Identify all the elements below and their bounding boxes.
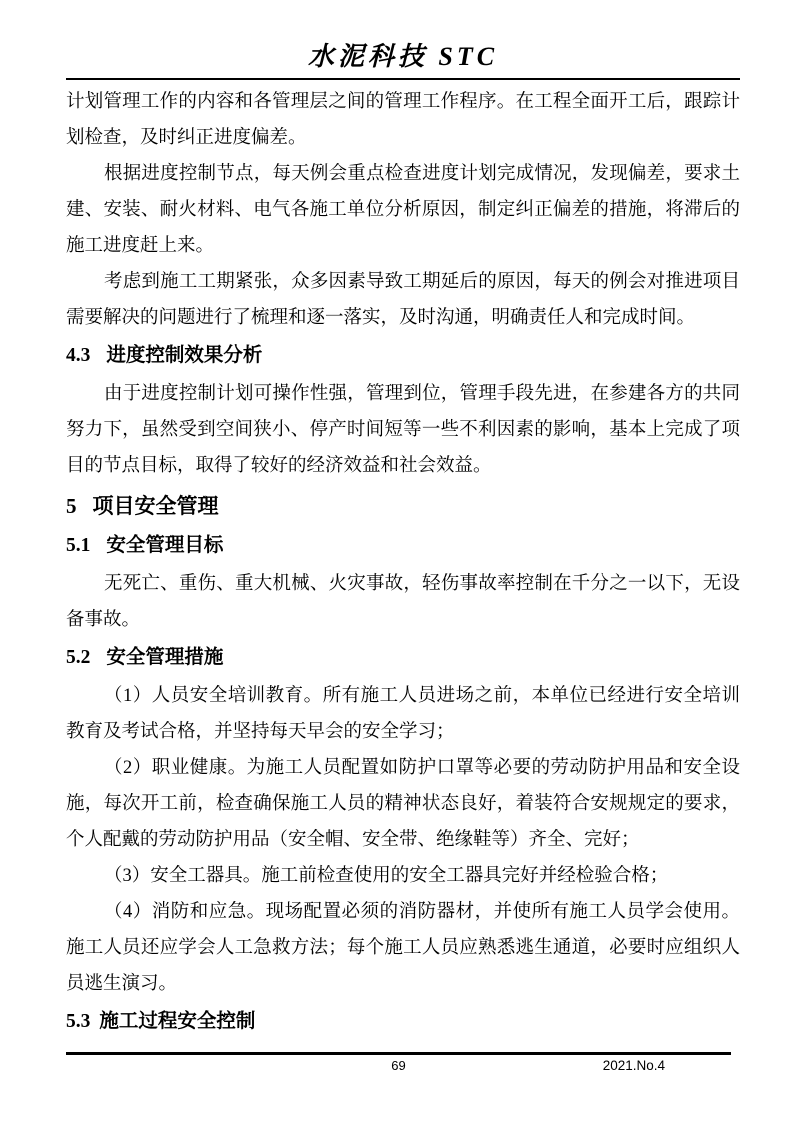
page-number: 69 <box>391 1058 406 1073</box>
journal-title: 水泥科技 STC <box>307 42 499 71</box>
section-number: 5 <box>66 494 77 518</box>
paragraph-list-item-3: （3）安全工器具。施工前检查使用的安全工器具完好并经检验合格； <box>104 866 669 886</box>
paragraph: 考虑到施工工期紧张，众多因素导致工期延后的原因，每天的例会对推进项目需要解决的问题进行了梳理和逐一落实，及时沟通，明确责任人和完成时间。 <box>66 272 740 328</box>
section-title: 安全管理措施 <box>106 647 224 668</box>
section-title: 项目安全管理 <box>92 494 219 518</box>
chapter-heading-5 <box>66 488 740 524</box>
section-heading-5-2 <box>66 640 740 676</box>
issue-number: 2021.No.4 <box>602 1058 665 1073</box>
page-header <box>66 36 740 73</box>
section-heading-4-3 <box>66 338 740 374</box>
footer-rule <box>66 1052 731 1055</box>
section-number: 4.3 <box>66 345 91 366</box>
paragraph-list-item-4: （4）消防和应急。现场配置必须的消防器材，并使所有施工人员学会使用。施工人员还应学会人工急救方法；每个施工人员应熟悉逃生通道，必要时应组织人员逃生演习。 <box>66 902 740 994</box>
section-title: 安全管理目标 <box>106 535 224 556</box>
section-heading-5-1 <box>66 528 740 564</box>
header-rule <box>66 78 740 80</box>
paragraph: 无死亡、重伤、重大机械、火灾事故，轻伤事故率控制在千分之一以下，无设备事故。 <box>66 574 740 630</box>
section-number: 5.2 <box>66 647 91 668</box>
section-title: 施工过程安全控制 <box>99 1011 256 1032</box>
section-title: 进度控制效果分析 <box>106 345 263 366</box>
paragraph-list-item-1: （1）人员安全培训教育。所有施工人员进场之前，本单位已经进行安全培训教育及考试合格，并坚持每天早会的安全学习； <box>66 686 740 742</box>
paragraph-list-item-2: （2）职业健康。为施工人员配置如防护口罩等必要的劳动防护用品和安全设施，每次开工前，检查确保施工人员的精神状态良好，着装符合安规规定的要求，个人配戴的劳动防护用品（安全帽、安全带、绝缘鞋等）齐全、完好； <box>66 758 740 850</box>
paragraph: 根据进度控制节点，每天例会重点检查进度计划完成情况，发现偏差，要求土建、安装、耐火材料、电气各施工单位分析原因，制定纠正偏差的措施，将滞后的施工进度赶上来。 <box>66 164 740 256</box>
paragraph-continuation: 计划管理工作的内容和各管理层之间的管理工作程序。在工程全面开工后，跟踪计划检查，及时纠正进度偏差。 <box>66 92 740 148</box>
paragraph: 由于进度控制计划可操作性强，管理到位，管理手段先进，在参建各方的共同努力下，虽然受到空间狭小、停产时间短等一些不利因素的影响，基本上完成了项目的节点目标，取得了较好的经济效益和社会效益。 <box>66 384 740 476</box>
section-number: 5.3 <box>66 1011 91 1032</box>
page-content <box>66 84 740 1042</box>
section-number: 5.1 <box>66 535 91 556</box>
section-heading-5-3 <box>66 1004 740 1040</box>
